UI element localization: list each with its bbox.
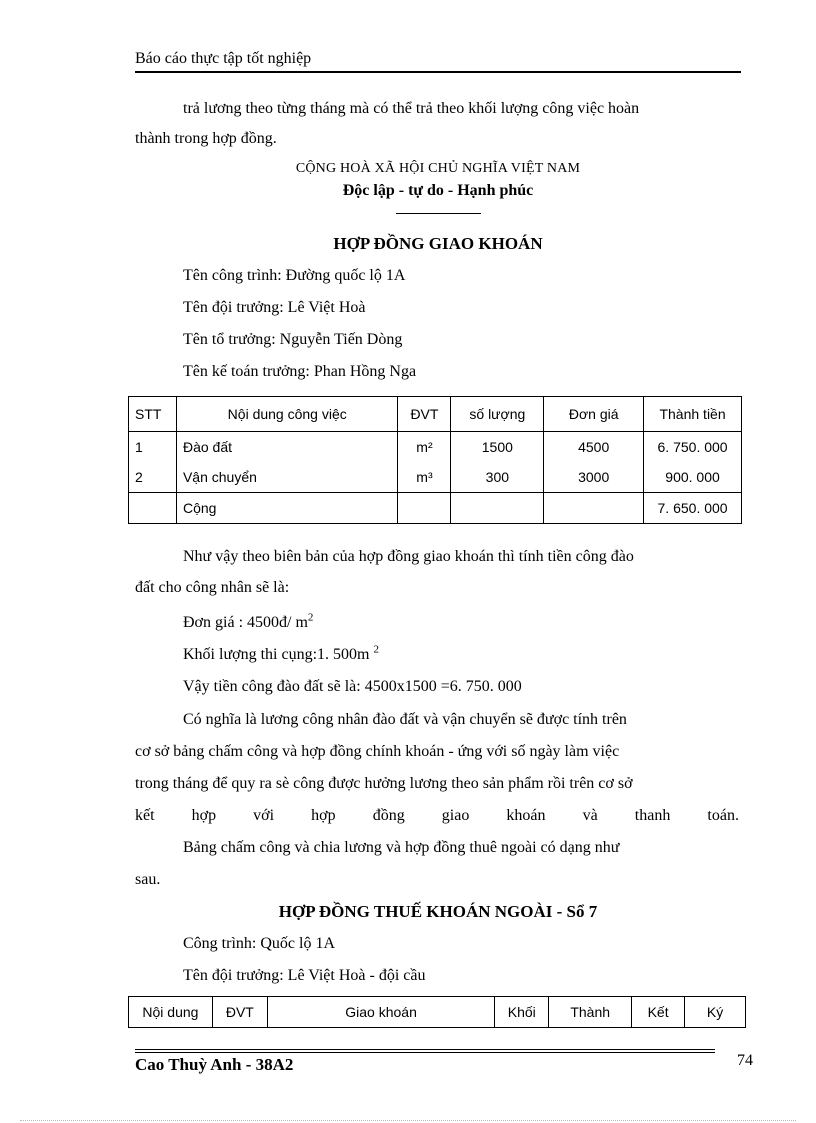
- cell-stt: [129, 493, 177, 524]
- cell-amount: 900. 000: [644, 462, 742, 493]
- cell-content: Vận chuyển: [176, 462, 398, 493]
- word: hợp: [311, 807, 336, 824]
- cell-quantity: 1500: [451, 432, 544, 463]
- word: toán.: [707, 807, 739, 824]
- cell-unit: m³: [398, 462, 451, 493]
- contract1-table: [128, 396, 742, 524]
- page-header-title: Báo cáo thực tập tốt nghiệp: [135, 50, 312, 67]
- republic-motto: Độc lập - tự do - Hạnh phúc: [342, 182, 534, 199]
- word: giao: [441, 807, 470, 824]
- table-total-row: [129, 493, 742, 524]
- cell-unit-price: [544, 493, 644, 524]
- col-header-stt: STT: [129, 397, 177, 432]
- table-row: [129, 462, 742, 493]
- contract1-field-project: Tên công trình: Đường quốc lộ 1A: [183, 267, 406, 284]
- unit-price-text: Đơn giá : 4500đ/ m: [183, 614, 308, 631]
- cell-unit-price: 4500: [544, 432, 644, 463]
- intro-line-2: thành trong hợp đồng.: [135, 130, 277, 147]
- col-header-assigned: Giao khoán: [267, 997, 494, 1028]
- cell-total-label: Cộng: [176, 493, 398, 524]
- contract1-field-team-leader: Tên đội trưởng: Lê Việt Hoà: [183, 299, 366, 316]
- contract1-field-chief-accountant: Tên kế toán trưởng: Phan Hồng Nga: [183, 363, 417, 380]
- footer-rule: [135, 1049, 715, 1050]
- word: khoán: [506, 807, 546, 824]
- page-edge-divider: [20, 1120, 796, 1121]
- contract1-title: HỢP ĐỒNG GIAO KHOÁN: [333, 234, 543, 253]
- body-para3-line1: Bảng chấm công và chia lương và hợp đồng thuê ngoài có dạng như: [183, 839, 620, 856]
- body-para1-line2: đất cho công nhân sẽ là:: [135, 579, 290, 596]
- volume-sup: 2: [373, 643, 379, 656]
- col-header-result: Kết: [632, 997, 685, 1028]
- cell-amount: 6. 750. 000: [644, 432, 742, 463]
- volume-text: Khối lượng thi cụng:1. 500m: [183, 646, 374, 663]
- contract1-field-group-leader: Tên tổ trưởng: Nguyễn Tiến Dòng: [183, 331, 403, 348]
- body-para1-line1: Như vậy theo biên bản của hợp đồng giao khoán thì tính tiền công đào: [183, 548, 634, 565]
- col-header-amount: Thành tiền: [644, 397, 742, 432]
- col-header-volume: Khối: [495, 997, 549, 1028]
- col-header-quantity: số lượng: [451, 397, 544, 432]
- contract2-table: [128, 996, 746, 1028]
- cell-quantity: 300: [451, 462, 544, 493]
- footer-rule: [135, 1052, 715, 1053]
- header-rule: [135, 71, 741, 73]
- col-header-content: Nội dung: [129, 997, 213, 1028]
- cell-unit-price: 3000: [544, 462, 644, 493]
- motto-underline: [396, 213, 481, 214]
- table-header-row: [129, 997, 746, 1028]
- unit-price-line: [183, 611, 314, 632]
- col-header-unit: ĐVT: [398, 397, 451, 432]
- cell-total-amount: 7. 650. 000: [644, 493, 742, 524]
- word: hợp: [191, 807, 217, 824]
- col-header-unit-price: Đơn giá: [544, 397, 644, 432]
- col-header-unit: ĐVT: [212, 997, 267, 1028]
- cell-content: Đào đất: [176, 432, 398, 463]
- word: và: [582, 807, 598, 824]
- body-para2-line3: trong tháng để quy ra sè công được hưởng lương theo sản phẩm rồi trên cơ sở: [135, 775, 633, 792]
- republic-name: CỘNG HOÀ XÃ HỘI CHỦ NGHĨA VIỆT NAM: [295, 161, 581, 176]
- intro-line-1: trả lương theo từng tháng mà có thể trả theo khối lượng công việc hoàn: [183, 100, 640, 117]
- contract2-title: HỢP ĐỒNG THUẾ KHOÁN NGOÀI - Sổ 7: [278, 902, 598, 921]
- cell-unit: [398, 493, 451, 524]
- contract2-field-team-leader: Tên đội trưởng: Lê Việt Hoà - đội cầu: [183, 967, 426, 984]
- table-header-row: [129, 397, 742, 432]
- volume-line: [183, 643, 379, 664]
- col-header-signature: Ký: [685, 997, 746, 1028]
- col-header-content: Nội dung công việc: [176, 397, 398, 432]
- footer-author: Cao Thuỳ Anh - 38A2: [135, 1055, 294, 1074]
- word: đồng: [372, 807, 405, 824]
- contract2-field-project: Công trình: Quốc lộ 1A: [183, 935, 335, 952]
- cell-quantity: [451, 493, 544, 524]
- cell-stt: 2: [129, 462, 177, 493]
- total-line: Vậy tiền công đào đất sẽ là: 4500x1500 =6. 750. 000: [183, 678, 522, 695]
- body-para2-line2: cơ sở bảng chấm công và hợp đồng chính khoán - ứng với số ngày làm việc: [135, 743, 620, 760]
- table-row: [129, 432, 742, 463]
- body-para2-line4: [135, 801, 739, 831]
- body-para3-line2: sau.: [135, 871, 161, 888]
- word: với: [253, 807, 275, 824]
- col-header-amount: Thành: [549, 997, 632, 1028]
- word: kết: [135, 807, 155, 824]
- unit-price-sup: 2: [307, 611, 314, 624]
- page-number: 74: [737, 1052, 753, 1069]
- cell-unit: m²: [398, 432, 451, 463]
- cell-stt: 1: [129, 432, 177, 463]
- word: thanh: [634, 807, 671, 824]
- body-para2-line1: Có nghĩa là lương công nhân đào đất và vận chuyển sẽ được tính trên: [183, 711, 627, 728]
